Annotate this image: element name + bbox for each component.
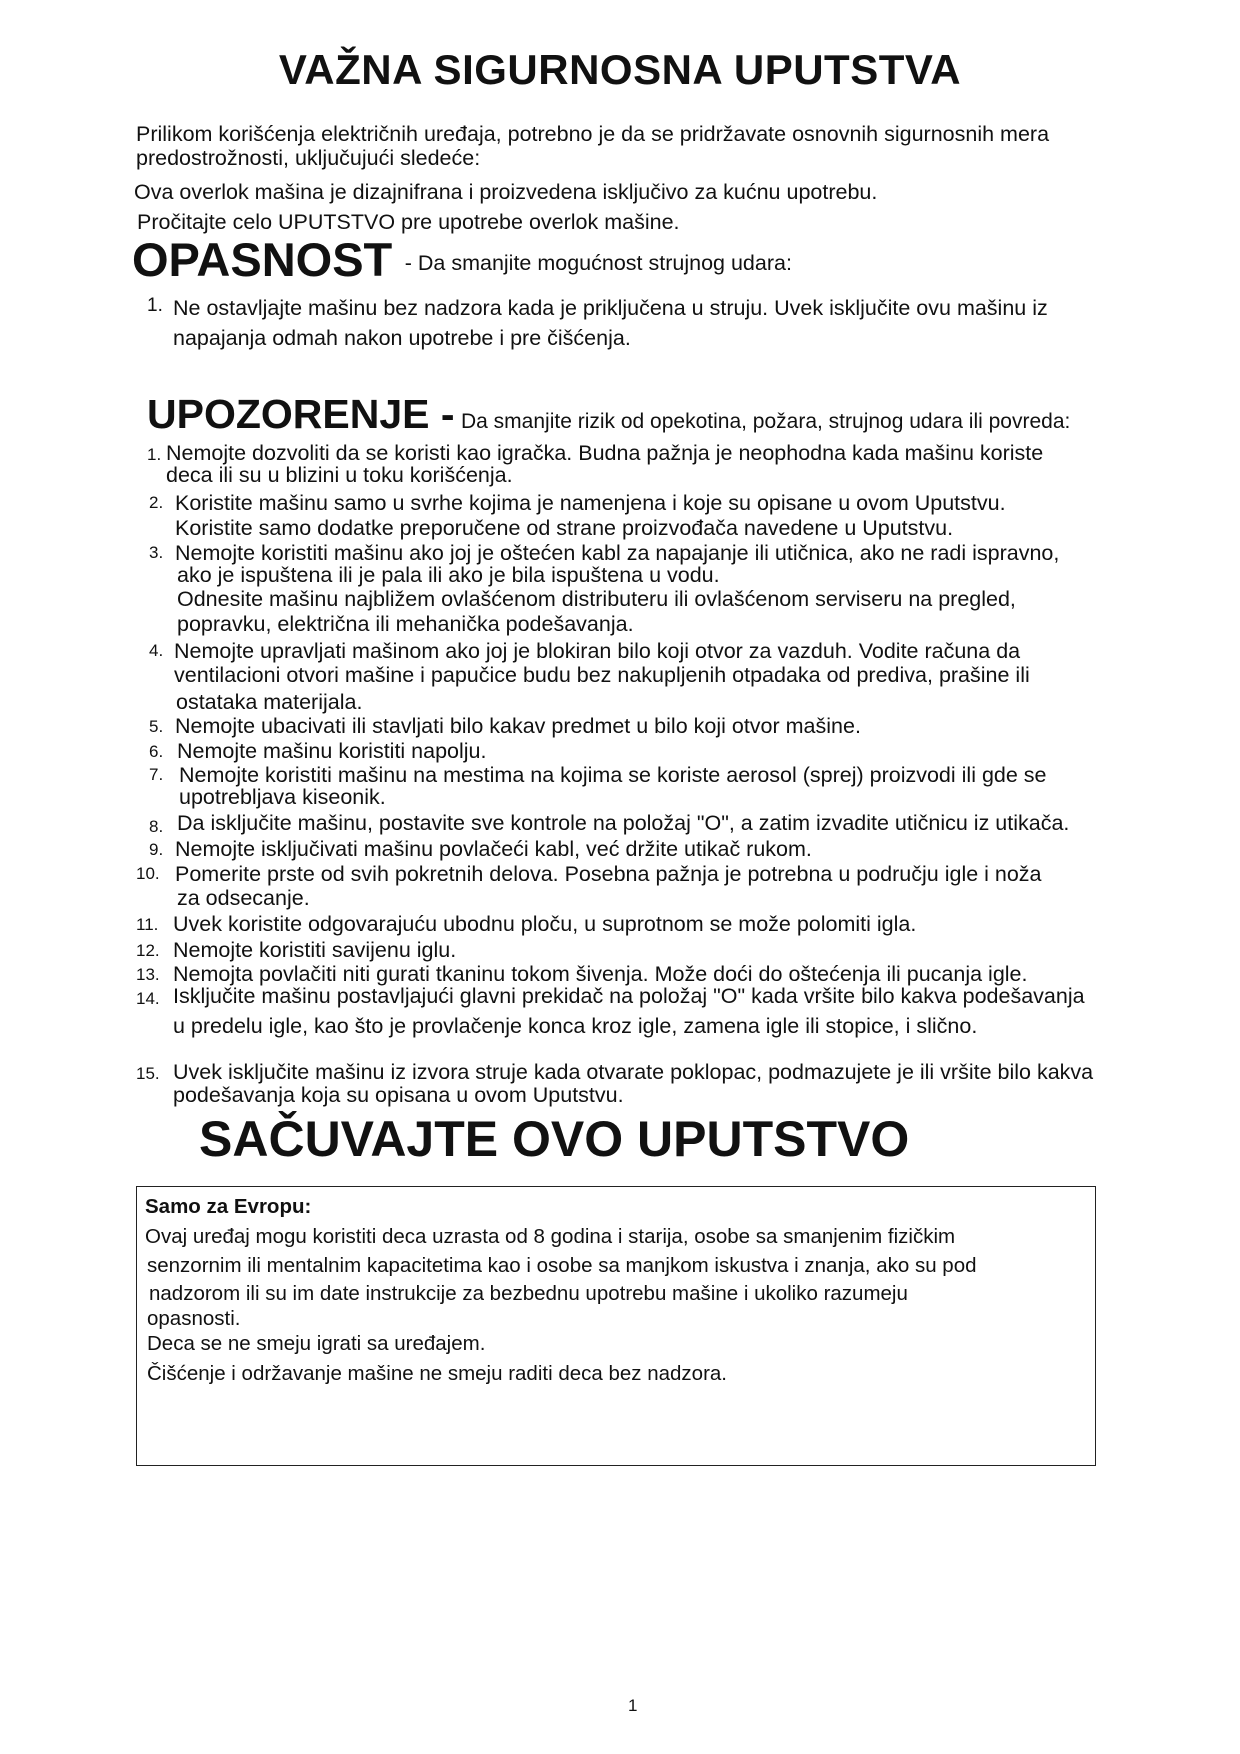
- warning-heading-row: [147, 388, 1070, 440]
- warning-item-number: 5.: [149, 717, 164, 736]
- europe-notice-box: [136, 1186, 1096, 1466]
- warning-item-line: popravku, električna ili mehanička podešavanja.: [177, 612, 634, 636]
- warning-item-line: Nemojte mašinu koristiti napolju.: [177, 739, 487, 763]
- warning-item-line: Odnesite mašinu najbližem ovlašćenom distributeru ili ovlašćenom serviseru na pregled,: [177, 587, 1016, 611]
- warning-item-line: Nemojte koristiti savijenu iglu.: [173, 938, 457, 962]
- intro-line-3: Ova overlok mašina je dizajnifrana i proizvedena isključivo za kućnu upotrebu.: [134, 180, 878, 204]
- warning-item-number: 11.: [136, 915, 159, 934]
- warning-item-line: Nemojte koristiti mašinu na mestima na kojima se koriste aerosol (sprej) proizvodi ili gde se: [179, 763, 1047, 787]
- warning-item-line: Nemojte isključivati mašinu povlačeći kabl, već držite utikač rukom.: [175, 837, 812, 861]
- intro-line-1: Prilikom korišćenja električnih uređaja, potrebno je da se pridržavate osnovnih sigurnosnih mera: [136, 122, 1050, 146]
- warning-item-number: 3.: [149, 543, 164, 562]
- warning-item-line: Nemojte ubacivati ili stavljati bilo kakav predmet u bilo koji otvor mašine.: [175, 714, 861, 738]
- europe-notice-line: Deca se ne smeju igrati sa uređajem.: [147, 1332, 486, 1355]
- warning-item-line: deca ili su u blizini u toku korišćenja.: [166, 463, 513, 487]
- warning-item-number: 10.: [136, 864, 160, 883]
- warning-item-number: 4.: [149, 641, 164, 660]
- intro-line-2: predostrožnosti, uključujući sledeće:: [136, 146, 481, 170]
- warning-heading: UPOZORENJE -: [147, 391, 455, 437]
- save-heading: SAČUVAJTE OVO UPUTSTVO: [199, 1111, 910, 1167]
- warning-item-line: Nemojte upravljati mašinom ako joj je blokiran bilo koji otvor za vazduh. Vodite računa da: [174, 639, 1021, 663]
- danger-subtitle: - Da smanjite mogućnost strujnog udara:: [404, 251, 792, 275]
- europe-notice-line: senzornim ili mentalnim kapacitetima kao i osobe sa manjkom iskustva i znanja, ako su pod: [147, 1254, 977, 1277]
- warning-item-line: Da isključite mašinu, postavite sve kontrole na položaj "O", a zatim izvadite utičnicu iz utikača.: [177, 811, 1070, 835]
- europe-notice-heading: Samo za Evropu:: [145, 1195, 312, 1218]
- warning-item-number: 6.: [149, 742, 164, 761]
- danger-item-number: 1.: [147, 295, 163, 316]
- warning-item-number: 15.: [136, 1064, 160, 1083]
- warning-item-line: Uvek isključite mašinu iz izvora struje kada otvarate poklopac, podmazujete je ili vršite bilo kakva: [173, 1060, 1094, 1084]
- intro-line-4: Pročitajte celo UPUTSTVO pre upotrebe overlok mašine.: [137, 210, 680, 234]
- warning-item-line: Nemojte koristiti mašinu ako joj je oštećen kabl za napajanje ili utičnica, ako ne radi ispravno,: [175, 541, 1060, 565]
- warning-item-number: 13.: [136, 965, 160, 984]
- warning-item-number: 12.: [136, 941, 160, 960]
- warning-item-line: Isključite mašinu postavljajući glavni prekidač na položaj "O" kada vršite bilo kakva podešavanja: [173, 984, 1085, 1008]
- warning-item-number: 7.: [149, 765, 164, 784]
- europe-notice-line: opasnosti.: [147, 1307, 241, 1330]
- warning-item-number: 14.: [136, 989, 160, 1008]
- danger-heading: OPASNOST: [132, 233, 393, 286]
- warning-item-number: 9.: [149, 840, 164, 859]
- warning-item-line: upotrebljava kiseonik.: [179, 785, 386, 809]
- europe-notice-line: nadzorom ili su im date instrukcije za bezbednu upotrebu mašine i ukoliko razumeju: [149, 1282, 908, 1305]
- warning-item-line: Nemojta povlačiti niti gurati tkaninu tokom šivenja. Može doći do oštećenja ili pucanja igle.: [173, 962, 1028, 986]
- warning-item-number: 8.: [149, 817, 164, 836]
- europe-notice-line: Ovaj uređaj mogu koristiti deca uzrasta od 8 godina i starija, osobe sa smanjenim fizičkim: [145, 1225, 956, 1248]
- danger-item-line-2: napajanja odmah nakon upotrebe i pre čišćenja.: [173, 326, 631, 350]
- danger-item-line-1: Ne ostavljajte mašinu bez nadzora kada je priključena u struju. Uvek isključite ovu mašinu iz: [173, 296, 1048, 320]
- page-number: 1: [628, 1696, 638, 1715]
- warning-item-line: podešavanja koja su opisana u ovom Uputstvu.: [173, 1083, 624, 1107]
- warning-item-line: Nemojte dozvoliti da se koristi kao igračka. Budna pažnja je neophodna kada mašinu koriste: [166, 441, 1044, 465]
- warning-item-number: 1.: [147, 445, 162, 464]
- warning-item-line: ako je ispuštena ili je pala ili ako je bila ispuštena u vodu.: [177, 563, 720, 587]
- warning-item-line: u predelu igle, kao što je provlačenje konca kroz igle, zamena igle ili stopice, i slično.: [173, 1014, 978, 1038]
- warning-item-line: Koristite mašinu samo u svrhe kojima je namenjena i koje su opisane u ovom Uputstvu.: [175, 491, 1006, 515]
- warning-item-line: ostataka materijala.: [176, 690, 363, 714]
- warning-subtitle: Da smanjite rizik od opekotina, požara, strujnog udara ili povreda:: [461, 410, 1071, 433]
- warning-item-line: Koristite samo dodatke preporučene od strane proizvođača navedene u Uputstvu.: [175, 516, 954, 540]
- danger-heading-row: [132, 234, 792, 286]
- warning-item-number: 2.: [149, 493, 164, 512]
- europe-notice-line: Čišćenje i održavanje mašine ne smeju raditi deca bez nadzora.: [147, 1362, 728, 1385]
- page-title: VAŽNA SIGURNOSNA UPUTSTVA: [278, 46, 962, 93]
- warning-item-line: za odsecanje.: [177, 886, 310, 910]
- warning-item-line: ventilacioni otvori mašine i papučice budu bez nakupljenih otpadaka od prediva, prašine ili: [174, 663, 1030, 687]
- warning-item-line: Pomerite prste od svih pokretnih delova. Posebna pažnja je potrebna u području igle i noža: [175, 862, 1042, 886]
- warning-item-line: Uvek koristite odgovarajuću ubodnu ploču, u suprotnom se može polomiti igla.: [173, 912, 917, 936]
